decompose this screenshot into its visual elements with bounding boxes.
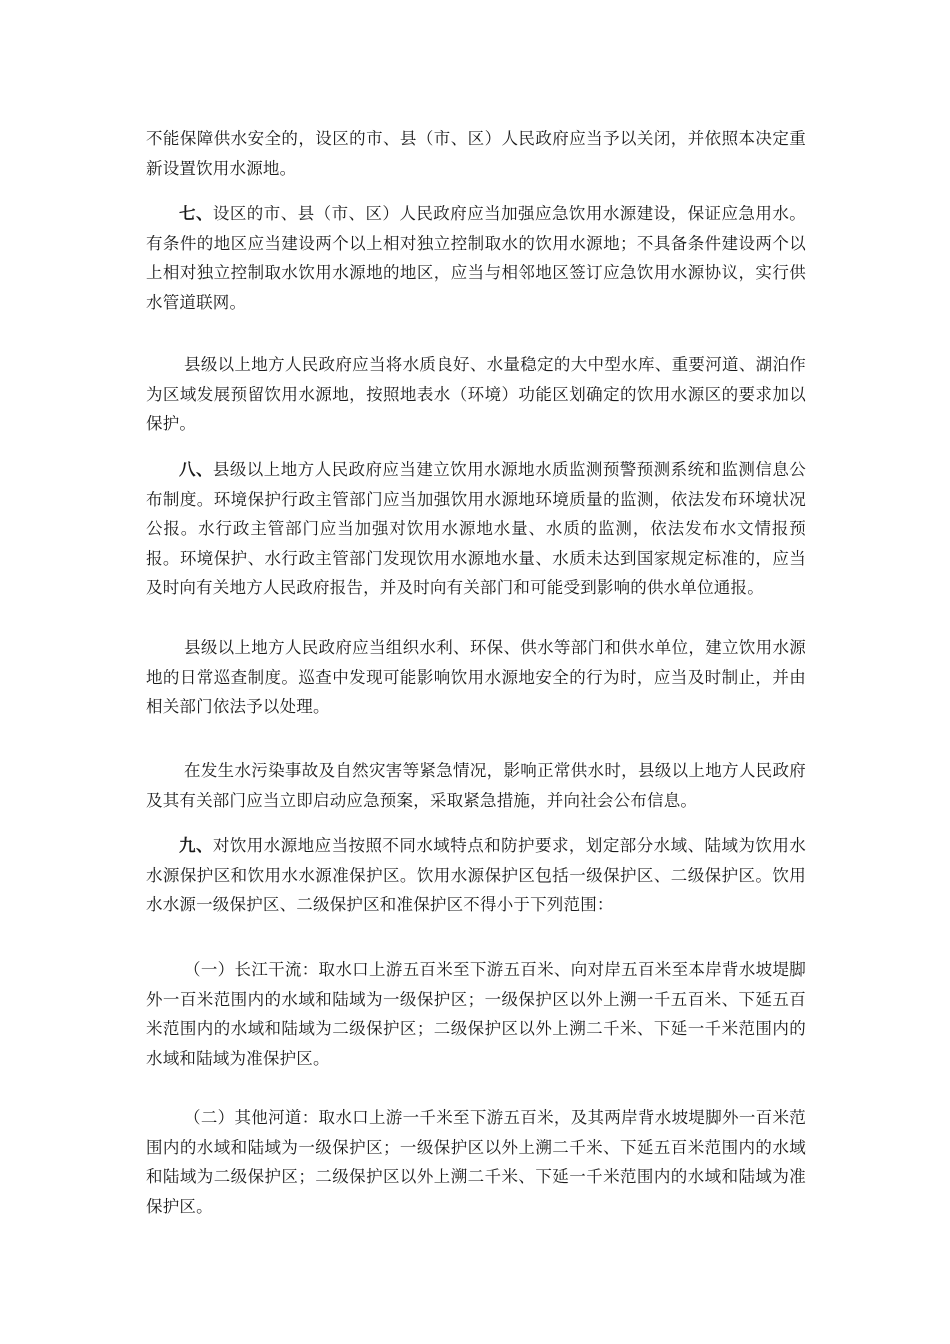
paragraph-text: 县级以上地方人民政府应当建立饮用水源地水质监测预警预测系统和监测信息公布制度。环境保护行政主管部门应当加强饮用水源地环境质量的监测，依法发布环境状况公报。水行政主管部门应当加强对饮用水源地水量、水质的监测，依法发布水文情报预报。环境保护、水行政主管部门发现饮用水源地水量、水质未达到国家规定标准的，应当及时向有关地方人民政府报告，并及时向有关部门和可能受到影响的供水单位通报。	[146, 460, 806, 597]
paragraph-p3	[146, 350, 806, 439]
paragraph-text: 县级以上地方人民政府应当将水质良好、水量稳定的大中型水库、重要河道、湖泊作为区域发展预留饮用水源地，按照地表水（环境）功能区划确定的饮用水源区的要求加以保护。	[146, 355, 806, 433]
paragraph-text: 对饮用水源地应当按照不同水域特点和防护要求，划定部分水域、陆域为饮用水水源保护区和饮用水水源准保护区。饮用水源保护区包括一级保护区、二级保护区。饮用水水源一级保护区、二级保护区和准保护区不得小于下列范围：	[146, 836, 806, 914]
paragraph-p5	[146, 633, 806, 722]
paragraph-section-7	[146, 199, 806, 317]
paragraph-text: 设区的市、县（市、区）人民政府应当加强应急饮用水源建设，保证应急用水。有条件的地区应当建设两个以上相对独立控制取水的饮用水源地；不具备条件建设两个以上相对独立控制取水饮用水源地的地区，应当与相邻地区签订应急饮用水源协议，实行供水管道联网。	[146, 204, 806, 312]
paragraph-text: 县级以上地方人民政府应当组织水利、环保、供水等部门和供水单位，建立饮用水源地的日常巡查制度。巡查中发现可能影响饮用水源地安全的行为时，应当及时制止，并由相关部门依法予以处理。	[146, 638, 806, 716]
paragraph-text: 不能保障供水安全的，设区的市、县（市、区）人民政府应当予以关闭，并依照本决定重新设置饮用水源地。	[146, 129, 806, 178]
section-number: 九、	[179, 836, 213, 855]
paragraph-text: （一）长江干流：取水口上游五百米至下游五百米、向对岸五百米至本岸背水坡堤脚外一百米范围内的水域和陆域为一级保护区；一级保护区以外上溯一千五百米、下延五百米范围内的水域和陆域为二级保护区；二级保护区以外上溯二千米、下延一千米范围内的水域和陆域为准保护区。	[146, 960, 806, 1068]
paragraph-p1	[146, 124, 806, 183]
paragraph-section-8	[146, 455, 806, 603]
paragraph-item-2	[146, 1103, 806, 1221]
paragraph-p6	[146, 756, 806, 815]
section-number: 八、	[179, 460, 213, 479]
paragraph-item-1	[146, 955, 806, 1073]
paragraph-text: 在发生水污染事故及自然灾害等紧急情况，影响正常供水时，县级以上地方人民政府及其有关部门应当立即启动应急预案，采取紧急措施，并向社会公布信息。	[146, 761, 806, 810]
paragraph-text: （二）其他河道：取水口上游一千米至下游五百米，及其两岸背水坡堤脚外一百米范围内的水域和陆域为一级保护区；一级保护区以外上溯二千米、下延五百米范围内的水域和陆域为二级保护区；二级保护区以外上溯二千米、下延一千米范围内的水域和陆域为准保护区。	[146, 1108, 806, 1216]
paragraph-section-9	[146, 831, 806, 920]
section-number: 七、	[179, 204, 213, 223]
